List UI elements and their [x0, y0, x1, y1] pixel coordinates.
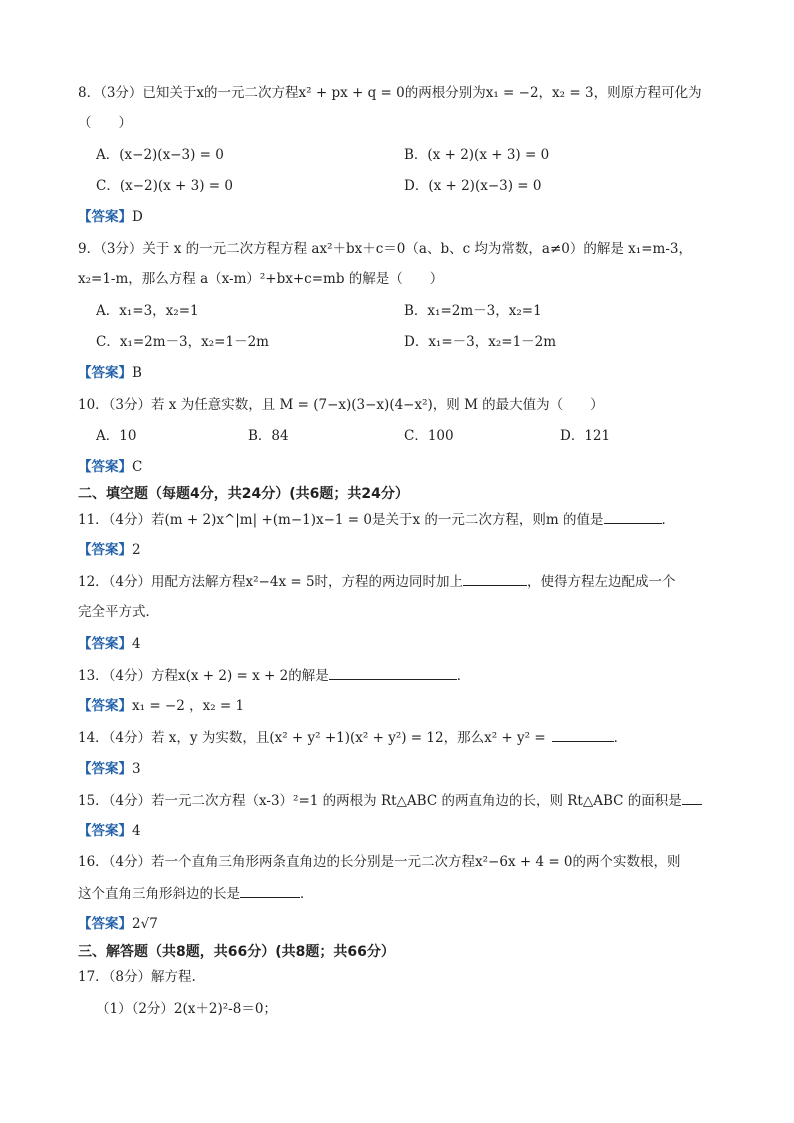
- q11-blank: [604, 510, 662, 524]
- q8-option-b: B．(x + 2)(x + 3) = 0: [404, 147, 550, 163]
- q10-option-c: C．100: [404, 428, 454, 444]
- q8-answer-value: D: [132, 209, 143, 225]
- answer-tag: 【答案】: [78, 761, 132, 777]
- q8-option-d: D．(x + 2)(x−3) = 0: [404, 178, 542, 194]
- answer-tag: 【答案】: [78, 365, 132, 381]
- q14-end: ．: [613, 730, 628, 746]
- q11-end: ．: [661, 512, 675, 528]
- q16-end: ．: [300, 886, 314, 902]
- q12-answer-value: 4: [132, 636, 141, 652]
- q8-answer: [78, 208, 143, 226]
- q14-line: [78, 728, 627, 747]
- q11-answer-value: 2: [132, 542, 141, 558]
- q16-line2: [78, 884, 314, 903]
- section-3-heading: 三、解答题（共8题，共66分）(共8题；共66分）: [78, 944, 395, 960]
- q13-answer: [78, 697, 244, 715]
- q13-answer-value: x₁ = −2 ，x₂ = 1: [132, 698, 245, 714]
- q14-stem: 14．（4分）若 x，y 为实数，且(x² + y² +1)(x² + y²) = 12，那么x² + y² =: [78, 730, 546, 746]
- answer-tag: 【答案】: [78, 916, 132, 932]
- q13-end: ．: [456, 668, 471, 684]
- answer-tag: 【答案】: [78, 823, 132, 839]
- q10-option-a: A．10: [96, 428, 137, 444]
- answer-tag: 【答案】: [78, 459, 132, 475]
- q15-blank: [682, 791, 702, 805]
- q9-stem-line2: x₂=1-m，那么方程 a（x-m）²+bx+c=mb 的解是（ ）: [78, 271, 444, 287]
- q9-stem: 9．（3分）关于 x 的一元二次方程方程 ax²＋bx＋c＝0（a、b、c 均为常数，a≠0）的解是 x₁=m-3，: [78, 241, 692, 257]
- q14-blank: [552, 728, 614, 742]
- q10-answer: [78, 458, 142, 476]
- q10-option-b: B．84: [248, 428, 289, 444]
- q17-sub1: （1）（2分）2(x＋2)²-8＝0；: [96, 1001, 277, 1017]
- q15-answer-value: 4: [132, 823, 141, 839]
- q12-stem-line2: 完全平方式．: [78, 604, 159, 620]
- q17-stem: 17．（8分）解方程.: [78, 969, 196, 985]
- q14-answer-value: 3: [132, 761, 141, 777]
- q10-answer-value: C: [132, 459, 143, 475]
- q9-answer-value: B: [132, 365, 142, 381]
- q12-stem: 12．（4分）用配方法解方程x²−4x = 5时，方程的两边同时加上: [78, 574, 464, 590]
- answer-tag: 【答案】: [78, 636, 132, 652]
- q16-blank: [240, 884, 300, 898]
- q13-blank: [329, 666, 457, 680]
- q10-option-d: D．121: [560, 428, 611, 444]
- q16-answer: [78, 915, 158, 933]
- answer-tag: 【答案】: [78, 542, 132, 558]
- q11-line: [78, 510, 675, 529]
- q8-paren: （ ）: [78, 115, 132, 131]
- q9-option-b: B．x₁=2m－3，x₂=1: [404, 303, 542, 319]
- q9-option-c: C．x₁=2m－3，x₂=1－2m: [96, 334, 269, 350]
- q15-answer: [78, 822, 141, 840]
- q11-answer: [78, 541, 141, 559]
- q13-line: [78, 666, 470, 685]
- q9-answer: [78, 364, 142, 382]
- section-2-heading: 二、填空题（每题4分，共24分）(共6题；共24分）: [78, 486, 409, 502]
- q13-stem: 13．（4分）方程x(x + 2) = x + 2的解是: [78, 668, 329, 684]
- q10-stem: 10．（3分）若 x 为任意实数，且 M = (7−x)(3−x)(4−x²)，则 M 的最大值为（ ）: [78, 397, 604, 413]
- q15-stem: 15．（4分）若一元二次方程（x-3）²=1 的两根为 Rt△ABC 的两直角边的长，则 Rt△ABC 的面积是: [78, 793, 682, 809]
- answer-tag: 【答案】: [78, 698, 132, 714]
- q15-line: [78, 791, 702, 810]
- q12-blank: [463, 572, 527, 586]
- q16-stem-line2: 这个直角三角形斜边的长是: [78, 886, 240, 902]
- q14-answer: [78, 760, 141, 778]
- q9-option-d: D．x₁=－3，x₂=1－2m: [404, 334, 557, 350]
- q9-option-a: A．x₁=3，x₂=1: [96, 303, 199, 319]
- q8-option-a: A．(x−2)(x−3) = 0: [96, 147, 224, 163]
- q12-end: ，使得方程左边配成一个: [527, 574, 676, 590]
- q8-stem: 8．（3分）已知关于x的一元二次方程x² + px + q = 0的两根分别为x₁ = −2，x₂ = 3，则原方程可化为: [78, 85, 702, 101]
- answer-tag: 【答案】: [78, 209, 132, 225]
- q12-answer: [78, 635, 141, 653]
- q11-stem: 11．（4分）若(m + 2)x^|m| +(m−1)x−1 = 0是关于x 的一元二次方程，则m 的值是: [78, 512, 604, 528]
- q16-answer-value: 2√7: [132, 916, 158, 932]
- q16-stem: 16．（4分）若一个直角三角形两条直角边的长分别是一元二次方程x²−6x + 4 = 0的两个实数根，则: [78, 854, 681, 870]
- q12-line: [78, 572, 676, 591]
- q8-option-c: C．(x−2)(x + 3) = 0: [96, 178, 233, 194]
